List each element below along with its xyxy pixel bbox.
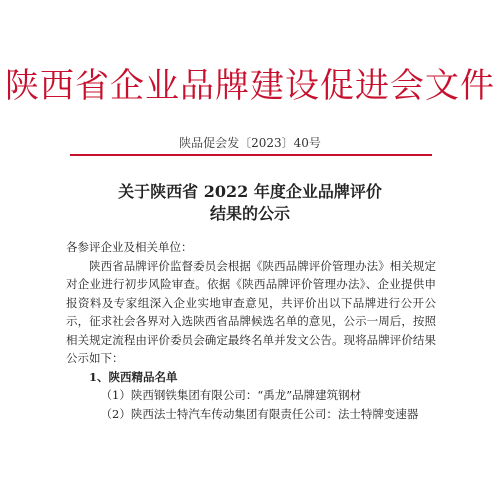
document-number: 陕品促会发〔2023〕40号 <box>179 136 321 150</box>
document-header-title: 陕西省企业品牌建设促进会文件 <box>5 66 495 106</box>
document-body <box>66 238 436 423</box>
salutation: 各参评企业及相关单位： <box>66 240 193 254</box>
body-paragraph: 陕西省品牌评价监督委员会根据《陕西品牌评价管理办法》相关规定对企业进行初步风险审查。依据《陕西品牌评价管理办法》、企业提供申报资料及专家组深入企业实地审查意见，共评价出以下品牌进行公开公示，征求社会各界对入选陕西省品牌候选名单的意见，公示一周后，按照相关规定流程由评价委员会确定最终名单并发文公告。现将品牌评价结果公示如下： <box>66 258 436 365</box>
notice-title-line1: 关于陕西省 2022 年度企业品牌评价 <box>118 182 382 201</box>
notice-title <box>0 181 500 225</box>
list-item: （2）陕西法士特汽车传动集团有限责任公司：法士特牌变速器 <box>100 406 419 421</box>
list-item: （1）陕西钢铁集团有限公司：“禹龙”品牌建筑钢材 <box>100 388 362 402</box>
header-divider <box>70 154 432 156</box>
section-heading: 1、陕西精品名单 <box>89 369 178 384</box>
notice-title-line2: 结果的公示 <box>209 204 290 223</box>
